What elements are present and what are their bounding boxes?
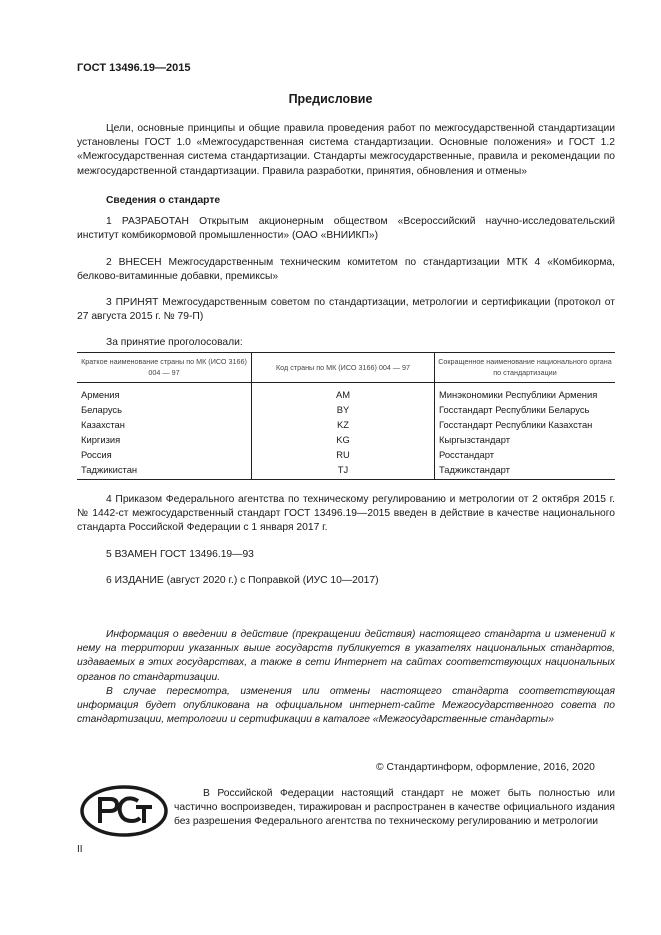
info-paragraph-introduction: Информация о введении в действие (прекращении действия) настоящего стандарта и изменений к нему на территории указанных выше государств публикуется в указателях национальных стандартов, издаваемых в этих государствах, а также в сети Интернет на сайтах соответствующих национальных органов по стандартизации. bbox=[77, 629, 615, 683]
section-title: Сведения о стандарте bbox=[106, 195, 221, 206]
copyright-line: © Стандартинформ, оформление, 2016, 2020 bbox=[376, 762, 595, 773]
info-paragraph-revision: В случае пересмотра, изменения или отмены настоящего стандарта соответствующая информация будет опубликована на официальном интернет-сайте Межгосударственного совета по стандартизации, метрологии и сертификации в каталоге «Межгосударственные стандарты» bbox=[77, 686, 615, 726]
country-cell: Армения bbox=[81, 389, 120, 400]
country-cell: Казахстан bbox=[81, 419, 125, 430]
item-5-replaces: 5 ВЗАМЕН ГОСТ 13496.19—93 bbox=[106, 549, 254, 560]
authority-cell: Минэкономики Республики Армения bbox=[435, 387, 616, 402]
column-header-code: Код страны по МК (ИСО 3166) 004 — 97 bbox=[252, 353, 435, 383]
column-header-authority: Сокращенное наименование национального органа по стандартизации bbox=[435, 353, 616, 383]
item-1-developed: 1 РАЗРАБОТАН Открытым акционерным обществом «Всероссийский научно-исследовательский институт комбикормовой промышленности» (ОАО «ВНИИКП») bbox=[77, 216, 615, 242]
code-cell: KG bbox=[252, 432, 435, 447]
authority-cell: Таджикстандарт bbox=[435, 462, 616, 480]
authority-cell: Госстандарт Республики Беларусь bbox=[435, 402, 616, 417]
table-row bbox=[77, 462, 615, 480]
authority-cell: Кыргызстандарт bbox=[435, 432, 616, 447]
country-cell: Таджикистан bbox=[77, 462, 252, 480]
item-3-adopted: 3 ПРИНЯТ Межгосударственным советом по стандартизации, метрологии и сертификации (протокол от 27 августа 2015 г. № 79-П) bbox=[77, 297, 615, 323]
rst-logo-icon bbox=[80, 785, 168, 837]
table-row bbox=[77, 417, 615, 432]
table-row bbox=[77, 447, 615, 462]
item-2-submitted: 2 ВНЕСЕН Межгосударственным техническим комитетом по стандартизации МТК 4 «Комбикорма, белково-витаминные добавки, премиксы» bbox=[77, 257, 615, 283]
footer-notice: В Российской Федерации настоящий стандарт не может быть полностью или частично воспроизведен, тиражирован и распространен в качестве официального издания без разрешения Федерального агентства по техническому регулированию и метрологии bbox=[174, 788, 615, 828]
code-cell: RU bbox=[252, 447, 435, 462]
code-cell: TJ bbox=[252, 462, 435, 480]
item-4-order: 4 Приказом Федерального агентства по техническому регулированию и метрологии от 2 октября 2015 г. № 1442-ст межгосударственный стандарт ГОСТ 13496.19—2015 введен в действие в качестве национального стандарта Российской Федерации с 1 января 2017 г. bbox=[77, 494, 615, 534]
table-header-row bbox=[77, 353, 615, 383]
code-cell: BY bbox=[252, 402, 435, 417]
table-row bbox=[77, 402, 615, 417]
item-6-edition: 6 ИЗДАНИЕ (август 2020 г.) с Поправкой (ИУС 10—2017) bbox=[106, 575, 379, 586]
column-header-country: Краткое наименование страны по МК (ИСО 3166) 004 — 97 bbox=[77, 353, 252, 383]
table-row bbox=[77, 387, 615, 402]
authority-cell: Росстандарт bbox=[435, 447, 616, 462]
country-cell: Россия bbox=[81, 449, 112, 460]
code-cell: AM bbox=[252, 387, 435, 402]
country-cell: Беларусь bbox=[81, 404, 123, 415]
intro-paragraph: Цели, основные принципы и общие правила проведения работ по межгосударственной стандартизации установлены ГОСТ 1.0 «Межгосударственная система стандартизации. Основные положения» и ГОСТ 1.2 «Межгосударственная система стандартизации. Стандарты межгосударственные, правила и рекомендации по межгосударственной стандартизации. Правила разработки, принятия, обновления и отмены» bbox=[77, 123, 615, 177]
document-number: ГОСТ 13496.19—2015 bbox=[77, 62, 191, 74]
table-row bbox=[77, 432, 615, 447]
code-cell: KZ bbox=[252, 417, 435, 432]
country-cell: Киргизия bbox=[81, 434, 121, 445]
voting-countries-table bbox=[77, 352, 615, 480]
authority-cell: Госстандарт Республики Казахстан bbox=[435, 417, 616, 432]
page-title: Предисловие bbox=[288, 92, 373, 106]
vote-intro: За принятие проголосовали: bbox=[106, 337, 243, 348]
page-number: II bbox=[77, 844, 83, 855]
